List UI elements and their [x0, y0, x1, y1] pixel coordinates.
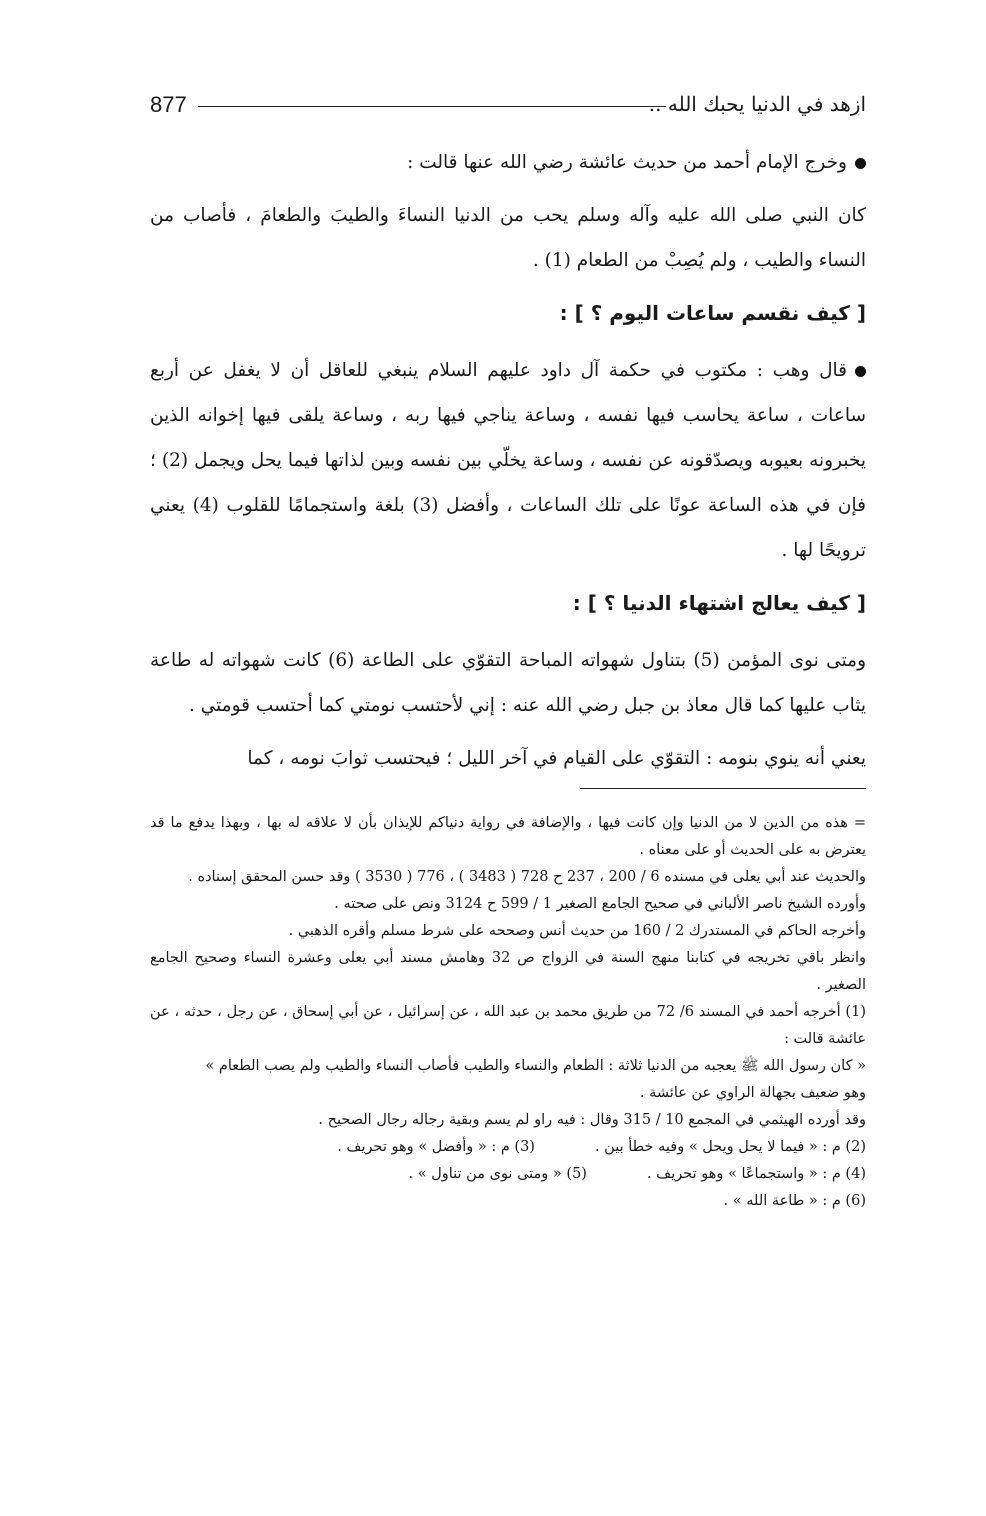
bullet-icon [855, 158, 866, 169]
footnote-line: (1) أخرجه أحمد في المسند 6/ 72 من طريق محمد بن عبد الله ، عن إسرائيل ، عن أبي إسحاق ، عن رجل ، حدثه ، عن عائشة قالت : [150, 1004, 866, 1047]
footnote-line: وهو ضعيف بجهالة الراوي عن عائشة . [639, 1085, 866, 1101]
paragraph-1: وخرج الإمام أحمد من حديث عائشة رضي الله عنها قالت : [150, 140, 866, 185]
footnote-line: وقد أورده الهيثمي في المجمع 10 / 315 وقال : فيه راو لم يسم وبقية رجاله رجال الصحيح . [318, 1112, 866, 1128]
footnote-2: (2) م : « فيما لا يحل ويحل » وفيه خطأ بين . [594, 1139, 866, 1155]
footnotes [150, 810, 866, 1215]
footnote-4: (4) م : « واستجماعًا » وهو تحريف . [646, 1166, 866, 1182]
footnote-pair [150, 1161, 866, 1188]
paragraph-3: قال وهب : مكتوب في حكمة آل داود عليهم السلام ينبغي للعاقل أن لا يغفل عن أربع ساعات ، ساعة يحاسب فيها نفسه ، وساعة يناجي فيها ربه ، وساعة يلقى فيها إخوانه الذين يخبرونه بعيوبه ويصدّقونه عن نفسه ، وساعة يخلّي بين نفسه وبين لذاتها فيما يحل ويجمل (2) ؛ فإن في هذه الساعة عونًا على تلك الساعات ، وأفضل (3) بلغة واستجمامًا للقلوب (4) يعني ترويحًا لها . [150, 360, 866, 561]
page-number: 877 [150, 92, 187, 117]
footnote-line: وانظر باقي تخريجه في كتابنا منهج السنة في الزواج ص 32 وهامش مسند أبي يعلى وعشرة النساء وصحيح الجامع الصغير . [150, 950, 867, 993]
section-heading-1: [ كيف نقسم ساعات اليوم ؟ ] : [559, 301, 866, 325]
header-rule [198, 106, 666, 107]
footnote-separator [580, 788, 866, 789]
bullet-icon [855, 366, 866, 377]
footnote-line: « كان رسول الله ﷺ يعجبه من الدنيا ثلاثة : الطعام والنساء والطيب فأصاب النساء والطيب ولم يصب الطعام » [205, 1058, 866, 1074]
main-text [150, 140, 866, 789]
page-header [150, 92, 866, 126]
section-heading-2: [ كيف يعالج اشتهاء الدنيا ؟ ] : [572, 591, 866, 615]
footnote-line: والحديث عند أبي يعلى في مسنده 6 / 200 ، 237 ح 728 ( 3483 ) ، 776 ( 3530 ) وقد حسن المحقق إسناده . [188, 869, 866, 885]
footnote-6: (6) م : « طاعة الله » . [723, 1193, 866, 1209]
footnote-3: (3) م : « وأفضل » وهو تحريف . [337, 1139, 535, 1155]
paragraph-2: كان النبي صلى الله عليه وآله وسلم يحب من الدنيا النساءَ والطيبَ والطعامَ ، فأصاب من النساء والطيب ، ولم يُصِبْ من الطعام (1) . [150, 205, 866, 271]
running-title: ازهد في الدنيا يحبك الله .. [648, 92, 866, 116]
footnote-line: وأخرجه الحاكم في المستدرك 2 / 160 من حديث أنس وصححه على شرط مسلم وأقره الذهبي . [288, 923, 866, 939]
footnote-line: = هذه من الدين لا من الدنيا وإن كانت فيها ، والإضافة في رواية دنياكم للإيذان بأن لا علاقه له بها ، وبهذا يدفع ما قد يعترض به على الحديث أو على معناه . [150, 815, 866, 858]
footnote-line: وأورده الشيخ ناصر الألباني في صحيح الجامع الصغير 1 / 599 ح 3124 ونص على صحته . [334, 896, 866, 912]
footnote-5: (5) « ومتى نوى من تناول » . [408, 1166, 587, 1182]
footnote-pair [150, 1134, 866, 1161]
paragraph-5: يعني أنه ينوي بنومه : التقوّي على القيام في آخر الليل ؛ فيحتسب ثوابَ نومه ، كما [247, 748, 866, 769]
paragraph-4: ومتى نوى المؤمن (5) بتناول شهواته المباحة التقوّي على الطاعة (6) كانت شهواته له طاعة يثاب عليها كما قال معاذ بن جبل رضي الله عنه : إني لأحتسب نومتي كما أحتسب قومتي . [150, 650, 866, 716]
